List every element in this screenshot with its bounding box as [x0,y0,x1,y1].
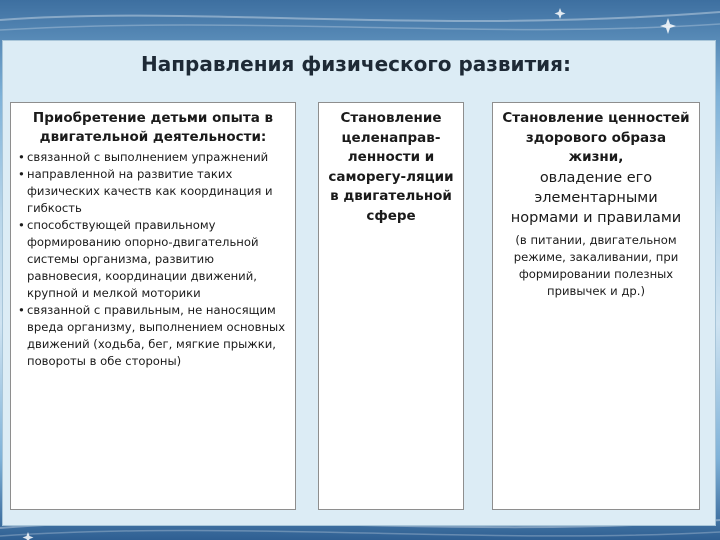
list-item: • способствующей правильному формированию опорно-двигательной системы организма, развитию равновесия, координации движений, крупной и мелкой моторики [18,218,259,300]
bullet-icon: • [18,218,25,232]
column-self-regulation [318,102,464,510]
column-heading: Становление ценностей здорового образа жизни, [502,110,690,165]
bullet-icon: • [18,167,25,181]
bullet-list [18,149,288,370]
column-text: овладение его элементарными нормами и правилами [510,169,682,226]
column-note: (в питании, двигательном режиме, закаливании, при формировании полезных привычек и др.) [513,232,679,298]
list-item: • связанной с правильным, не наносящим вреда организму, выполнением основных движений (ходьба, бег, мягкие прыжки, повороты в обе стороны) [18,303,286,368]
bullet-icon: • [18,150,25,164]
column-healthy-lifestyle [492,102,700,510]
column-heading: Приобретение детьми опыта в двигательной деятельности: [32,110,274,145]
page-title: Направления физического развития: [140,52,572,76]
column-motor-experience [10,102,296,510]
bullet-icon: • [18,303,25,317]
column-text: Становление целенаправ-ленности и саморегу-ляции в двигательной сфере [328,110,454,224]
list-item: • направленной на развитие таких физических качеств как координация и гибкость [18,167,273,215]
list-item: • связанной с выполнением упражнений [18,150,269,164]
